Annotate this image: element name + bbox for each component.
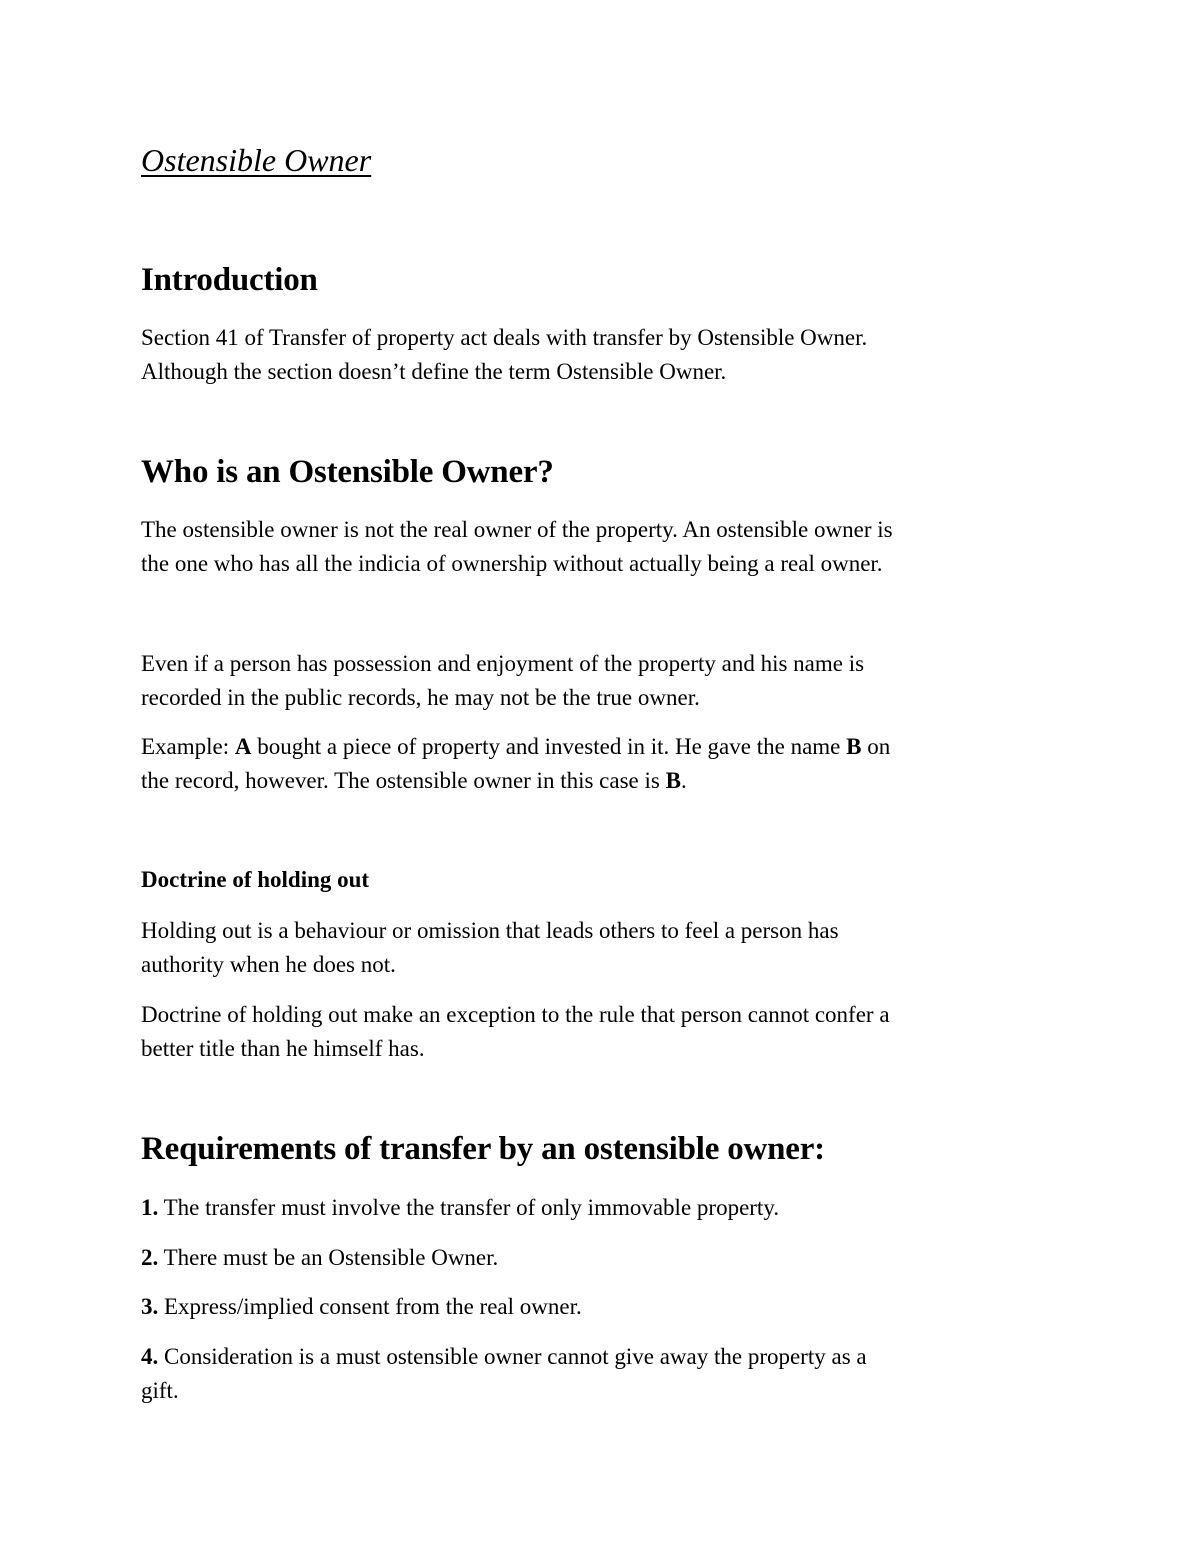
- party-a: A: [234, 734, 252, 759]
- requirements-heading: Requirements of transfer by an ostensible owner:: [141, 1131, 825, 1167]
- item-text: There must be an Ostensible Owner.: [158, 1245, 499, 1270]
- item-text: Express/implied consent from the real owner.: [158, 1294, 582, 1319]
- party-b: B: [665, 768, 681, 793]
- holding-out-paragraph: [141, 914, 839, 982]
- example-text: .: [680, 768, 687, 793]
- text-line: Doctrine of holding out make an exception to the rule that person cannot confer a: [141, 1002, 890, 1027]
- example-text: bought a piece of property and invested in it. He gave the name: [251, 734, 847, 759]
- text-line: Holding out is a behaviour or omission that leads others to feel a person has: [141, 918, 839, 943]
- text-line: Although the section doesn’t define the term Ostensible Owner.: [141, 359, 727, 384]
- requirement-item: [141, 1290, 582, 1324]
- possession-paragraph: [141, 647, 864, 715]
- item-number: 2.: [141, 1245, 159, 1270]
- text-line: The ostensible owner is not the real owner of the property. An ostensible owner is: [141, 517, 893, 542]
- item-number: 4.: [141, 1344, 159, 1369]
- item-text: The transfer must involve the transfer of only immovable property.: [158, 1195, 780, 1220]
- party-b: B: [846, 734, 862, 759]
- document-title: Ostensible Owner: [141, 142, 372, 178]
- text-line: Section 41 of Transfer of property act deals with transfer by Ostensible Owner.: [141, 325, 868, 350]
- requirement-item: [141, 1241, 498, 1275]
- introduction-paragraph: [141, 321, 867, 389]
- text-line: [141, 1340, 867, 1374]
- who-is-paragraph: [141, 513, 893, 581]
- example-text: on: [861, 734, 891, 759]
- text-line: the one who has all the indicia of ownership without actually being a real owner.: [141, 551, 883, 576]
- text-line: better title than he himself has.: [141, 1036, 425, 1061]
- example-text: the record, however. The ostensible owner in this case is: [141, 768, 666, 793]
- text-line: authority when he does not.: [141, 952, 396, 977]
- text-line: gift.: [141, 1378, 179, 1403]
- doctrine-heading: Doctrine of holding out: [141, 867, 370, 892]
- doctrine-exception-paragraph: [141, 998, 890, 1066]
- item-number: 1.: [141, 1195, 159, 1220]
- text-line: Even if a person has possession and enjoyment of the property and his name is: [141, 651, 865, 676]
- text-line: recorded in the public records, he may not be the true owner.: [141, 685, 700, 710]
- text-line: [141, 730, 890, 764]
- example-paragraph: [141, 730, 890, 798]
- who-is-heading: Who is an Ostensible Owner?: [141, 454, 554, 490]
- introduction-heading: Introduction: [141, 262, 318, 298]
- requirement-item: [141, 1191, 779, 1225]
- item-text: Consideration is a must ostensible owner cannot give away the property as a: [158, 1344, 867, 1369]
- text-line: [141, 764, 890, 798]
- example-label: Example:: [141, 734, 235, 759]
- item-number: 3.: [141, 1294, 159, 1319]
- requirement-item: [141, 1340, 867, 1408]
